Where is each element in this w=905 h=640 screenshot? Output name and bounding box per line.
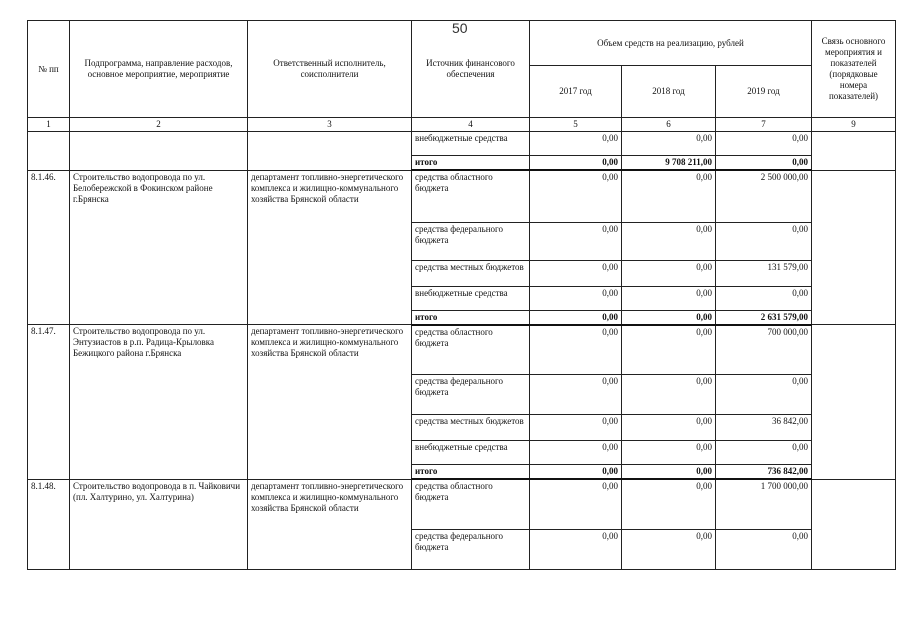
program-cell <box>70 132 248 171</box>
header-2018: 2018 год <box>622 66 716 118</box>
link-cell <box>812 479 896 569</box>
value-2018: 0,00 <box>622 529 716 569</box>
column-number: 7 <box>716 118 812 132</box>
source-cell: средства областного бюджета <box>412 170 530 222</box>
value-2018: 9 708 211,00 <box>622 156 716 171</box>
value-2019: 0,00 <box>716 286 812 310</box>
table-row <box>28 132 896 156</box>
source-cell: средства местных бюджетов <box>412 260 530 286</box>
value-2019: 1 700 000,00 <box>716 479 812 529</box>
table-row <box>28 325 896 375</box>
value-2017: 0,00 <box>530 286 622 310</box>
budget-table <box>27 20 896 570</box>
value-2017: 0,00 <box>530 132 622 156</box>
value-2019: 0,00 <box>716 222 812 260</box>
value-2019: 0,00 <box>716 529 812 569</box>
value-2017: 0,00 <box>530 325 622 375</box>
value-2017: 0,00 <box>530 441 622 465</box>
value-2017: 0,00 <box>530 260 622 286</box>
table-row <box>28 479 896 529</box>
executor-cell: департамент топливно-энергетического комплекса и жилищно-коммунального хозяйства Брянской области <box>248 325 412 480</box>
value-2017: 0,00 <box>530 222 622 260</box>
source-cell: внебюджетные средства <box>412 441 530 465</box>
executor-cell: департамент топливно-энергетического комплекса и жилищно-коммунального хозяйства Брянской области <box>248 479 412 569</box>
value-2017: 0,00 <box>530 465 622 480</box>
header-no: № пп <box>28 21 70 118</box>
value-2018: 0,00 <box>622 286 716 310</box>
source-cell: итого <box>412 156 530 171</box>
value-2019: 0,00 <box>716 156 812 171</box>
header-2017: 2017 год <box>530 66 622 118</box>
row-number: 8.1.47. <box>28 325 70 480</box>
header-source: Источник финансового обеспечения <box>412 21 530 118</box>
value-2017: 0,00 <box>530 415 622 441</box>
row-number: 8.1.48. <box>28 479 70 569</box>
value-2018: 0,00 <box>622 465 716 480</box>
value-2018: 0,00 <box>622 441 716 465</box>
source-cell: средства областного бюджета <box>412 325 530 375</box>
column-number: 9 <box>812 118 896 132</box>
column-number: 1 <box>28 118 70 132</box>
executor-cell <box>248 132 412 171</box>
value-2017: 0,00 <box>530 375 622 415</box>
column-number: 5 <box>530 118 622 132</box>
value-2018: 0,00 <box>622 325 716 375</box>
value-2019: 131 579,00 <box>716 260 812 286</box>
source-cell: итого <box>412 465 530 480</box>
value-2018: 0,00 <box>622 222 716 260</box>
value-2017: 0,00 <box>530 156 622 171</box>
value-2019: 2 500 000,00 <box>716 170 812 222</box>
column-number: 6 <box>622 118 716 132</box>
value-2019: 736 842,00 <box>716 465 812 480</box>
source-cell: средства областного бюджета <box>412 479 530 529</box>
value-2017: 0,00 <box>530 529 622 569</box>
link-cell <box>812 170 896 325</box>
row-number <box>28 132 70 171</box>
header-link: Связь основного мероприятия и показателей (порядковые номера показателей) <box>812 21 896 118</box>
source-cell: средства федерального бюджета <box>412 375 530 415</box>
value-2018: 0,00 <box>622 170 716 222</box>
row-number: 8.1.46. <box>28 170 70 325</box>
source-cell: средства местных бюджетов <box>412 415 530 441</box>
table-row <box>28 170 896 222</box>
source-cell: средства федерального бюджета <box>412 529 530 569</box>
link-cell <box>812 325 896 480</box>
value-2018: 0,00 <box>622 479 716 529</box>
source-cell: средства федерального бюджета <box>412 222 530 260</box>
column-number-row <box>28 118 896 132</box>
program-cell: Строительство водопровода по ул. Энтузиастов в р.п. Радица-Крыловка Бежицкого района г.Брянска <box>70 325 248 480</box>
value-2018: 0,00 <box>622 260 716 286</box>
source-cell: итого <box>412 310 530 325</box>
executor-cell: департамент топливно-энергетического комплекса и жилищно-коммунального хозяйства Брянской области <box>248 170 412 325</box>
value-2018: 0,00 <box>622 415 716 441</box>
program-cell: Строительство водопровода в п. Чайковичи (пл. Халтурино, ул. Халтурина) <box>70 479 248 569</box>
program-cell: Строительство водопровода по ул. Белобережской в Фокинском районе г.Брянска <box>70 170 248 325</box>
value-2018: 0,00 <box>622 310 716 325</box>
header-executor: Ответственный исполнитель, соисполнители <box>248 21 412 118</box>
table-body <box>28 132 896 570</box>
link-cell <box>812 132 896 171</box>
value-2017: 0,00 <box>530 479 622 529</box>
value-2017: 0,00 <box>530 310 622 325</box>
value-2018: 0,00 <box>622 375 716 415</box>
value-2019: 0,00 <box>716 132 812 156</box>
value-2018: 0,00 <box>622 132 716 156</box>
source-cell: внебюджетные средства <box>412 132 530 156</box>
source-cell: внебюджетные средства <box>412 286 530 310</box>
value-2017: 0,00 <box>530 170 622 222</box>
header-program: Подпрограмма, направление расходов, основное мероприятие, мероприятие <box>70 21 248 118</box>
value-2019: 2 631 579,00 <box>716 310 812 325</box>
column-number: 2 <box>70 118 248 132</box>
table-header <box>28 21 896 132</box>
value-2019: 700 000,00 <box>716 325 812 375</box>
value-2019: 0,00 <box>716 441 812 465</box>
header-2019: 2019 год <box>716 66 812 118</box>
column-number: 3 <box>248 118 412 132</box>
column-number: 4 <box>412 118 530 132</box>
header-volume: Объем средств на реализацию, рублей <box>530 21 812 66</box>
page-number: 50 <box>452 20 468 36</box>
value-2019: 0,00 <box>716 375 812 415</box>
value-2019: 36 842,00 <box>716 415 812 441</box>
